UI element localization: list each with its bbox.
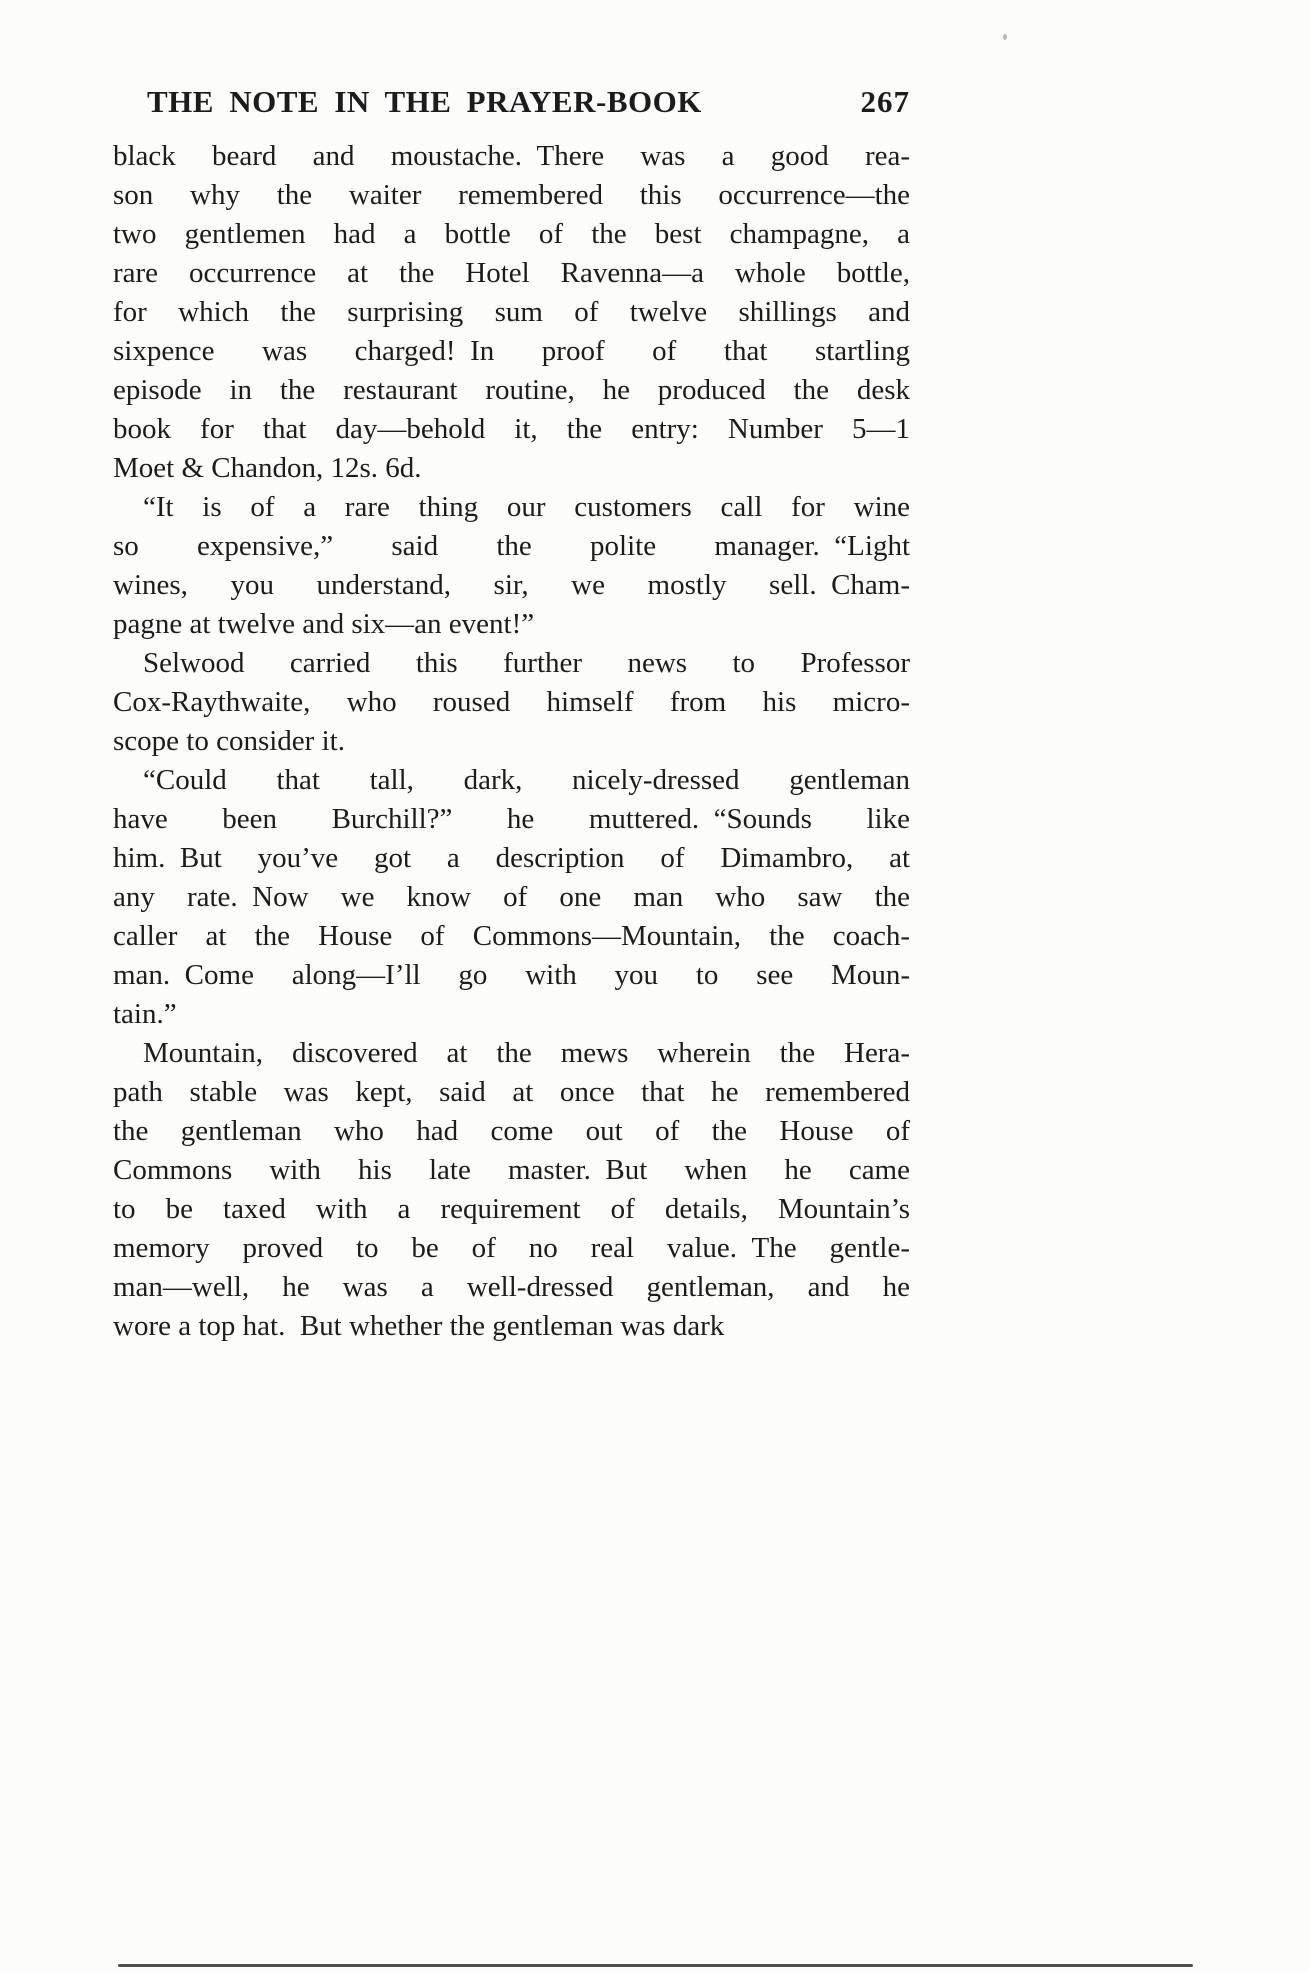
text-line: black beard and moustache. There was a good rea-	[113, 140, 910, 172]
scan-artifact-speck	[1003, 34, 1007, 40]
page-number: 267	[860, 84, 910, 119]
text-line: caller at the House of Commons—Mountain, the coach-	[113, 920, 910, 952]
text-line: episode in the restaurant routine, he produced the desk	[113, 374, 910, 406]
text-line: book for that day—behold it, the entry: Number 5—1	[113, 413, 910, 445]
text-line: sixpence was charged! In proof of that startling	[113, 335, 910, 367]
text-line: “It is of a rare thing our customers call for wine	[143, 491, 910, 523]
paragraph	[113, 761, 910, 1034]
text-line: pagne at twelve and six—an event!”	[113, 608, 535, 640]
text-line: memory proved to be of no real value. The gentle-	[113, 1232, 910, 1264]
text-line: for which the surprising sum of twelve shillings and	[113, 296, 910, 328]
text-line: man. Come along—I’ll go with you to see Moun-	[113, 959, 910, 991]
text-line: Cox-Raythwaite, who roused himself from his micro-	[113, 686, 910, 718]
text-line: two gentlemen had a bottle of the best champagne, a	[113, 218, 910, 250]
text-line: “Could that tall, dark, nicely-dressed gentleman	[143, 764, 910, 796]
text-line: Selwood carried this further news to Professor	[143, 647, 910, 679]
text-line: to be taxed with a requirement of details, Mountain’s	[113, 1193, 910, 1225]
text-line: man—well, he was a well-dressed gentleman, and he	[113, 1271, 910, 1303]
scan-artifact-bottom-edge	[118, 1964, 1193, 1967]
running-header	[113, 84, 910, 120]
text-column	[113, 84, 910, 1346]
text-line: rare occurrence at the Hotel Ravenna—a whole bottle,	[113, 257, 910, 289]
text-line: wines, you understand, sir, we mostly sell. Cham-	[113, 569, 910, 601]
text-line: son why the waiter remembered this occurrence—the	[113, 179, 910, 211]
text-line: tain.”	[113, 998, 177, 1030]
text-line: wore a top hat. But whether the gentleman was dark	[113, 1310, 725, 1342]
text-line: any rate. Now we know of one man who saw the	[113, 881, 910, 913]
page-body	[113, 137, 910, 1346]
text-line: Commons with his late master. But when he came	[113, 1154, 910, 1186]
text-line: the gentleman who had come out of the House of	[113, 1115, 910, 1147]
text-line: path stable was kept, said at once that he remembered	[113, 1076, 910, 1108]
paragraph	[113, 488, 910, 644]
paragraph	[113, 137, 910, 488]
text-line: so expensive,” said the polite manager. “Light	[113, 530, 910, 562]
paragraph	[113, 1034, 910, 1346]
text-line: have been Burchill?” he muttered. “Sounds like	[113, 803, 910, 835]
paragraph	[113, 644, 910, 761]
chapter-title: THE NOTE IN THE PRAYER-BOOK	[147, 84, 702, 119]
text-line: scope to consider it.	[113, 725, 345, 757]
text-line: him. But you’ve got a description of Dimambro, at	[113, 842, 910, 874]
text-line: Moet & Chandon, 12s. 6d.	[113, 452, 422, 484]
text-line: Mountain, discovered at the mews wherein the Hera-	[143, 1037, 910, 1069]
